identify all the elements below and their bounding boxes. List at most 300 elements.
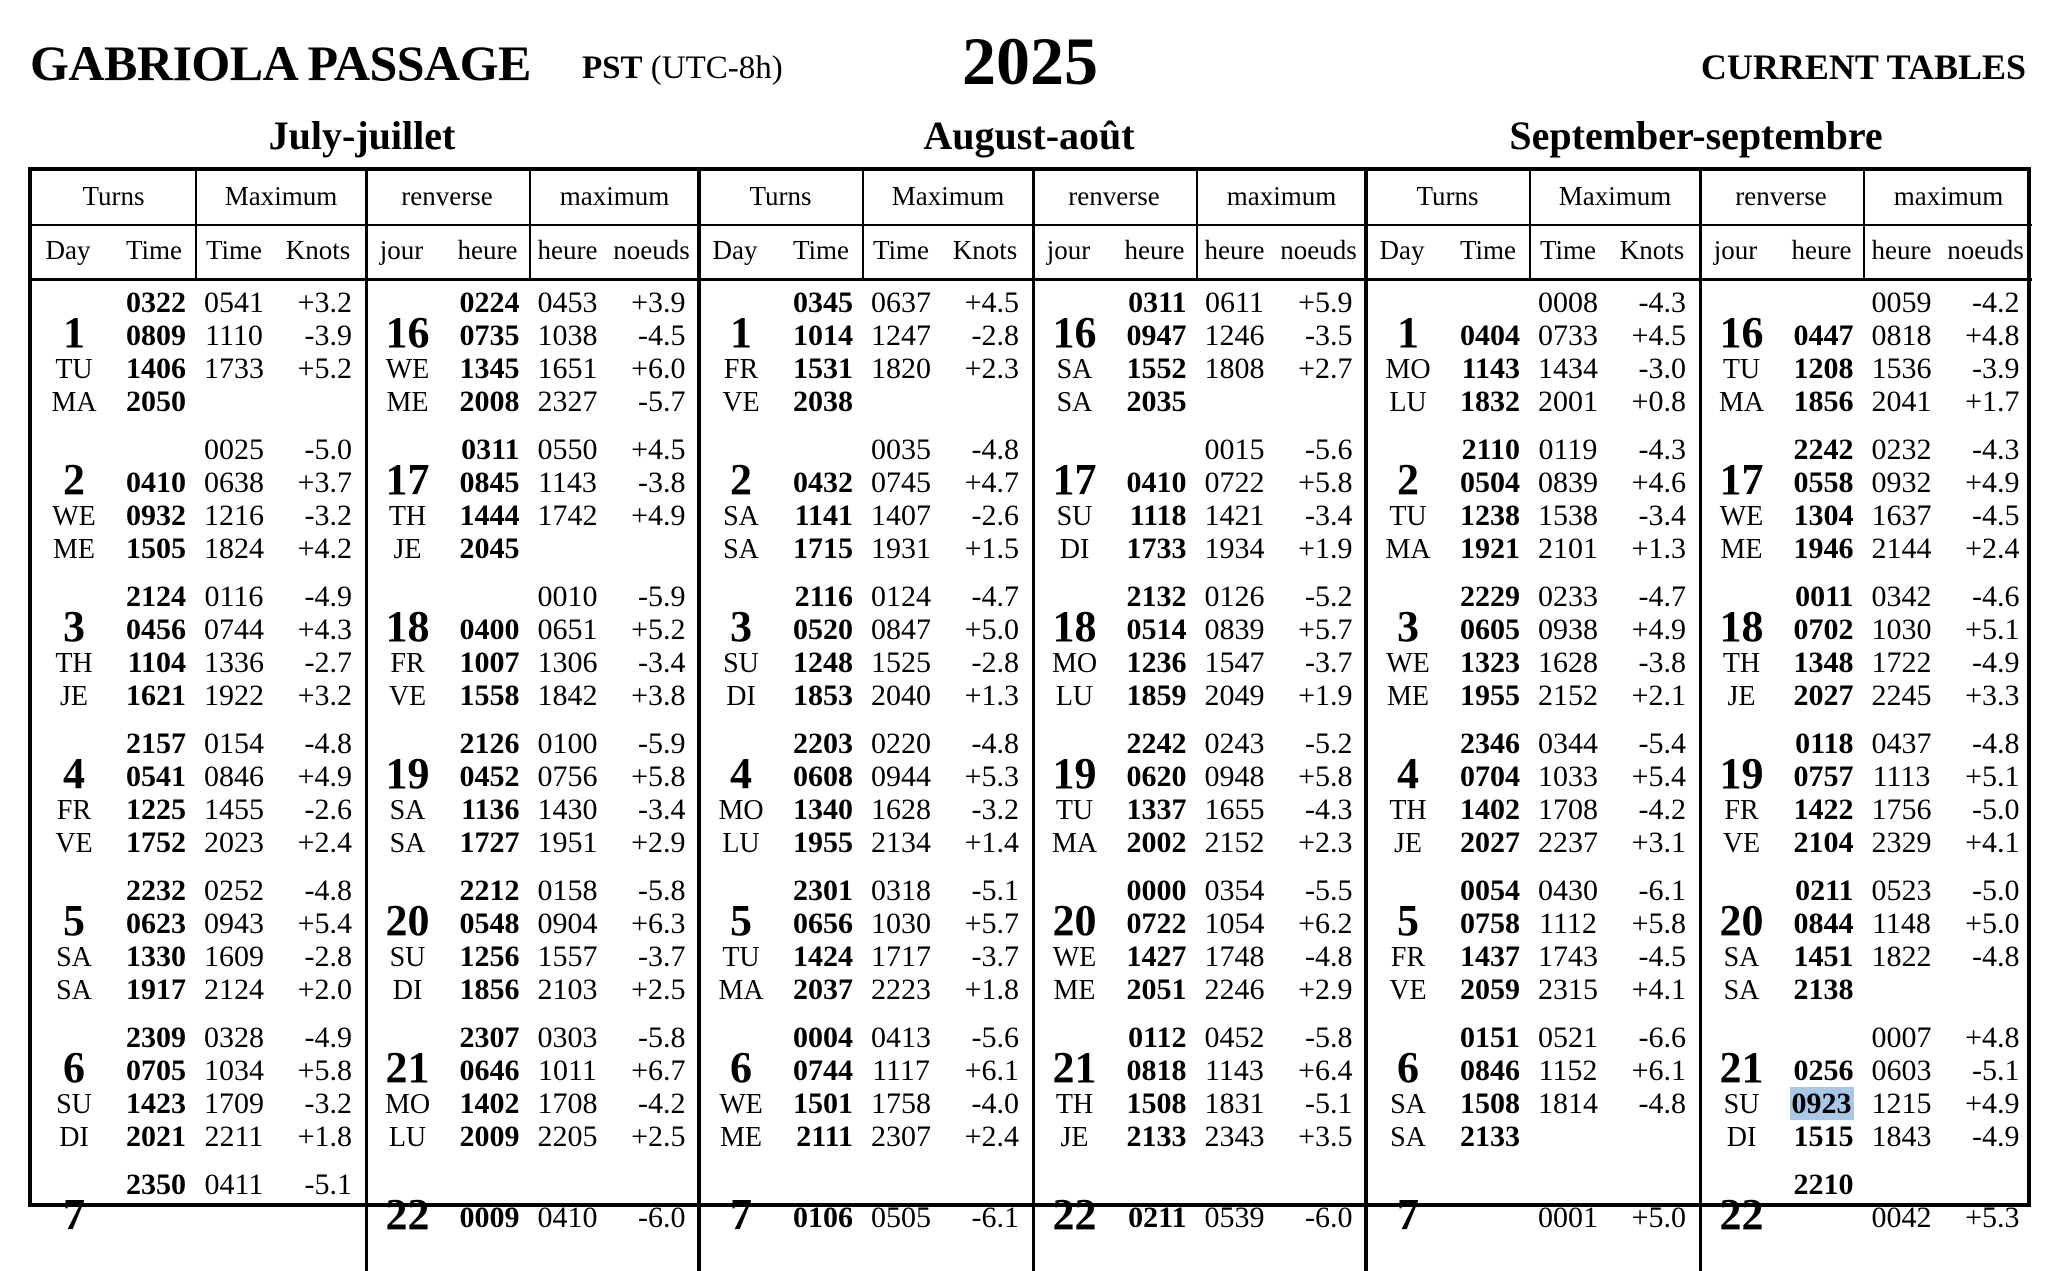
turn-time-value: 1330	[126, 940, 186, 973]
max-time: 0119	[1538, 433, 1598, 466]
turn-time	[428, 1087, 520, 1121]
max-knots: -3.7	[638, 940, 686, 973]
weekday-en: FR	[56, 795, 92, 826]
weekday-fr: DI	[392, 975, 423, 1006]
max-time: 0452	[1204, 1021, 1265, 1054]
turn-time	[1762, 727, 1854, 761]
max-knots: +4.2	[297, 532, 352, 565]
turn-time	[94, 319, 186, 353]
weekday-fr: MA	[51, 387, 97, 418]
turn-time-value: 1104	[127, 646, 186, 679]
weekday-en: WE	[1386, 648, 1430, 679]
turn-time-value: 0311	[461, 433, 520, 466]
max-time: 0411	[204, 1168, 264, 1201]
max-knots: +6.7	[631, 1054, 686, 1087]
turn-time-value: 2009	[459, 1120, 520, 1153]
weekday-en: SU	[389, 942, 426, 973]
turn-time	[1095, 286, 1187, 320]
max-time: 2124	[204, 973, 264, 1006]
day-number: 19	[1719, 748, 1764, 798]
turn-time	[1762, 679, 1854, 713]
turn-time	[1428, 646, 1520, 680]
max-time: 1628	[871, 793, 931, 826]
day-number: 21	[385, 1042, 430, 1092]
max-time: 2315	[1538, 973, 1598, 1006]
max-knots: +4.8	[1965, 319, 2020, 352]
turn-time-value: 0702	[1793, 613, 1854, 646]
half-divider	[365, 171, 368, 1271]
turn-time-value: 0608	[793, 760, 853, 793]
turn-time-value: 1955	[1460, 679, 1520, 712]
max-time: 0008	[1538, 286, 1598, 319]
column-header: renverse	[401, 181, 493, 211]
max-knots: +2.3	[1298, 826, 1353, 859]
max-knots: +2.4	[964, 1120, 1019, 1153]
max-time: 0651	[537, 613, 598, 646]
turn-time	[94, 826, 186, 860]
max-knots: +2.5	[631, 973, 686, 1006]
max-knots: -4.8	[1305, 940, 1353, 973]
turn-time-value: 2110	[1461, 433, 1520, 466]
max-knots: -4.8	[971, 433, 1019, 466]
turn-time	[1095, 319, 1187, 353]
turn-time	[1428, 433, 1520, 467]
turn-time-value: 1508	[1460, 1087, 1520, 1120]
turn-time-value: 0211	[1795, 874, 1854, 907]
turn-time	[1095, 760, 1187, 794]
weekday-fr: LU	[1389, 387, 1427, 418]
max-time: 0944	[871, 760, 931, 793]
turn-time	[428, 385, 520, 419]
weekday-en: MO	[384, 1089, 431, 1120]
weekday-fr: VE	[1389, 975, 1427, 1006]
column-subheader: Time	[1539, 235, 1597, 265]
day-number: 6	[1397, 1042, 1419, 1092]
turn-time	[428, 499, 520, 533]
max-time: 0637	[871, 286, 931, 319]
max-time: 1054	[1204, 907, 1265, 940]
turn-time-value: 1402	[459, 1087, 520, 1120]
turn-time-value: 2212	[459, 874, 520, 907]
max-time: 0025	[204, 433, 264, 466]
turn-time	[1762, 646, 1854, 680]
max-knots: -4.3	[1305, 793, 1353, 826]
max-time: 2023	[204, 826, 264, 859]
max-knots: +3.9	[631, 286, 686, 319]
max-time: 1651	[537, 352, 598, 385]
max-knots: +6.1	[964, 1054, 1019, 1087]
weekday-en: SA	[389, 795, 426, 826]
turn-time-value: 2008	[459, 385, 520, 418]
turn-time	[761, 793, 853, 827]
max-knots: +2.9	[1298, 973, 1353, 1006]
turn-time	[428, 727, 520, 761]
turn-time	[94, 874, 186, 908]
turn-time	[1762, 580, 1854, 614]
max-knots: -5.5	[1305, 874, 1353, 907]
turn-time-value: 0410	[126, 466, 186, 499]
max-knots: +5.3	[964, 760, 1019, 793]
turn-time	[94, 385, 186, 419]
max-knots: -5.8	[638, 874, 686, 907]
turn-time	[1428, 727, 1520, 761]
turn-time	[1428, 532, 1520, 566]
max-time: 2041	[1871, 385, 1932, 418]
max-knots: -6.0	[638, 1201, 686, 1234]
weekday-fr: JE	[1727, 681, 1756, 712]
max-knots: -3.4	[1638, 499, 1686, 532]
turn-time-value: 2132	[1126, 580, 1187, 613]
max-time: 1609	[204, 940, 264, 973]
turn-time-value: 1715	[793, 532, 853, 565]
turn-time-value: 0410	[1126, 466, 1187, 499]
max-time: 0318	[871, 874, 931, 907]
max-time: 0232	[1871, 433, 1932, 466]
turn-time-value: 0514	[1126, 613, 1187, 646]
max-time: 0243	[1204, 727, 1265, 760]
column-header: Maximum	[891, 181, 1005, 211]
month-title-september: September-septembre	[1509, 113, 1883, 158]
max-knots: -6.1	[1638, 874, 1686, 907]
max-knots: -6.1	[971, 1201, 1019, 1234]
turn-time-value: 0605	[1460, 613, 1520, 646]
max-time: 0521	[1538, 1021, 1598, 1054]
max-knots: -4.5	[1972, 499, 2020, 532]
max-knots: -4.0	[971, 1087, 1019, 1120]
turn-time-value: 2021	[126, 1120, 186, 1153]
weekday-en: TH	[1389, 795, 1427, 826]
day-number: 22	[385, 1189, 430, 1239]
turn-time-value: 0452	[459, 760, 520, 793]
turn-time	[1095, 907, 1187, 941]
turn-time-value: 2111	[796, 1120, 853, 1153]
turn-time	[428, 1201, 520, 1235]
weekday-fr: VE	[1722, 828, 1761, 859]
max-time: 0756	[537, 760, 598, 793]
max-knots: +5.2	[631, 613, 686, 646]
max-knots: +5.0	[964, 613, 1019, 646]
max-knots: -5.4	[1638, 727, 1686, 760]
turn-time	[1428, 973, 1520, 1007]
turn-time-value: 0620	[1126, 760, 1187, 793]
max-knots: -4.9	[304, 1021, 352, 1054]
turn-time-value: 0845	[459, 466, 520, 499]
day-number: 17	[1719, 454, 1764, 504]
max-knots: -3.2	[304, 499, 352, 532]
turn-time-value: 2232	[126, 874, 186, 907]
day-number: 7	[63, 1189, 85, 1239]
weekday-en: SA	[56, 942, 92, 973]
turn-time	[428, 826, 520, 860]
day-number: 19	[385, 748, 430, 798]
max-time: 2329	[1871, 826, 1932, 859]
weekday-fr: SA	[1723, 975, 1760, 1006]
turn-time-value: 1406	[126, 352, 186, 385]
max-time: 0733	[1538, 319, 1598, 352]
max-time: 0638	[204, 466, 264, 499]
weekday-en: FR	[723, 354, 759, 385]
weekday-en: SA	[723, 501, 759, 532]
max-time: 2246	[1204, 973, 1265, 1006]
day-number: 6	[730, 1042, 752, 1092]
max-time: 2327	[537, 385, 598, 418]
day-number: 20	[1052, 895, 1097, 945]
month-divider	[1364, 171, 1368, 1271]
max-time: 0126	[1204, 580, 1265, 613]
turn-time-value: 1208	[1793, 352, 1854, 385]
max-time: 1831	[1204, 1087, 1265, 1120]
day-number: 18	[1052, 601, 1097, 651]
weekday-en: SA	[1723, 942, 1760, 973]
day-number: 5	[63, 895, 85, 945]
max-time: 0233	[1538, 580, 1598, 613]
max-time: 0505	[871, 1201, 931, 1234]
turn-time	[761, 1054, 853, 1088]
weekday-fr: VE	[55, 828, 93, 859]
turn-time	[428, 466, 520, 500]
max-time: 1538	[1538, 499, 1598, 532]
turn-time	[94, 613, 186, 647]
turn-time	[428, 1120, 520, 1154]
max-time: 1306	[537, 646, 598, 679]
turn-time-value: 2002	[1126, 826, 1187, 859]
max-time: 1434	[1538, 352, 1598, 385]
turn-time-value: 1515	[1793, 1120, 1854, 1153]
weekday-fr: LU	[722, 828, 760, 859]
weekday-fr: SA	[1390, 1122, 1426, 1153]
max-time: 1247	[871, 319, 931, 352]
max-time: 1814	[1538, 1087, 1598, 1120]
weekday-en: TH	[55, 648, 93, 679]
max-time: 1843	[1871, 1120, 1932, 1153]
max-knots: +3.7	[297, 466, 352, 499]
max-time: 0839	[1538, 466, 1598, 499]
turn-time-value: 0932	[126, 499, 186, 532]
max-knots: -4.2	[1972, 286, 2020, 319]
turn-time	[1095, 727, 1187, 761]
turn-time	[428, 793, 520, 827]
turn-time-value: 2242	[1793, 433, 1854, 466]
turn-time	[1428, 613, 1520, 647]
weekday-fr: MA	[1718, 387, 1765, 418]
max-knots: +1.4	[964, 826, 1019, 859]
turn-time-value: 0704	[1460, 760, 1520, 793]
column-header: Turns	[749, 181, 812, 211]
weekday-fr: ME	[1387, 681, 1429, 712]
turn-time-value: 1531	[793, 352, 853, 385]
turn-time-value: 0520	[793, 613, 853, 646]
turn-time-value: 2350	[126, 1168, 186, 1201]
max-time: 0541	[204, 286, 264, 319]
max-time: 0342	[1871, 580, 1932, 613]
turn-time-value: 1427	[1126, 940, 1187, 973]
turn-time-value: 0404	[1460, 319, 1520, 352]
max-time: 0744	[204, 613, 264, 646]
max-knots: +6.0	[631, 352, 686, 385]
max-time: 1455	[204, 793, 264, 826]
turn-time	[761, 499, 853, 533]
turn-time	[1762, 874, 1854, 908]
max-knots: +5.8	[1298, 760, 1353, 793]
turn-time	[1762, 613, 1854, 647]
turn-time-value: 0646	[459, 1054, 520, 1087]
day-number: 7	[730, 1189, 752, 1239]
year-label: 2025	[962, 23, 1098, 99]
turn-time	[94, 727, 186, 761]
weekday-en: FR	[1724, 795, 1759, 826]
weekday-fr: SA	[56, 975, 92, 1006]
max-knots: -4.9	[304, 580, 352, 613]
turn-time-value: 0744	[793, 1054, 853, 1087]
day-number: 4	[1397, 748, 1419, 798]
max-knots: +3.3	[1965, 679, 2020, 712]
weekday-en: SA	[1056, 354, 1093, 385]
max-knots: -4.6	[1972, 580, 2020, 613]
turn-time	[428, 646, 520, 680]
turn-time	[94, 466, 186, 500]
current-table	[28, 167, 2031, 1239]
max-knots: +1.5	[964, 532, 1019, 565]
turn-time-value: 2229	[1460, 580, 1520, 613]
turn-time-value: 0211	[1128, 1201, 1187, 1234]
max-knots: -3.7	[1305, 646, 1353, 679]
day-number: 17	[385, 454, 430, 504]
column-header: maximum	[559, 181, 670, 211]
turn-time	[94, 1087, 186, 1121]
max-knots: -3.2	[304, 1087, 352, 1120]
max-knots: +3.1	[1631, 826, 1686, 859]
column-header: Turns	[82, 181, 145, 211]
max-time: 0938	[1538, 613, 1598, 646]
weekday-fr: JE	[60, 681, 88, 712]
turn-time-value: 2045	[459, 532, 520, 565]
max-knots: +4.3	[297, 613, 352, 646]
max-knots: -3.4	[638, 793, 686, 826]
turn-time	[1428, 580, 1520, 614]
turn-time	[428, 907, 520, 941]
turn-time-value: 2309	[126, 1021, 186, 1054]
weekday-en: TU	[722, 942, 760, 973]
column-subheader: Knots	[1619, 235, 1685, 265]
weekday-fr: ME	[386, 387, 429, 418]
turn-time	[761, 940, 853, 974]
max-time: 1038	[537, 319, 598, 352]
turn-time	[1762, 793, 1854, 827]
column-header: renverse	[1735, 181, 1827, 211]
max-time: 1525	[871, 646, 931, 679]
max-knots: +2.0	[297, 973, 352, 1006]
turn-time	[1095, 1120, 1187, 1154]
turn-time	[761, 973, 853, 1007]
max-knots: -2.8	[304, 940, 352, 973]
max-time: 0158	[537, 874, 598, 907]
max-knots: +3.2	[297, 679, 352, 712]
max-knots: +2.4	[297, 826, 352, 859]
column-subheader: noeuds	[1947, 235, 2024, 265]
column-subheader: heure	[1204, 235, 1265, 265]
max-knots: -5.1	[1305, 1087, 1353, 1120]
max-time: 1117	[872, 1054, 930, 1087]
column-subheader: noeuds	[1280, 235, 1357, 265]
max-time: 1216	[204, 499, 264, 532]
turn-time	[761, 352, 853, 386]
turn-time-value: 1304	[1793, 499, 1854, 532]
turn-time	[1095, 352, 1187, 386]
turn-time-value: 0118	[1795, 727, 1854, 760]
max-knots: +0.8	[1631, 385, 1686, 418]
column-subheader: Time	[125, 235, 183, 265]
max-time: 0839	[1204, 613, 1265, 646]
turn-time-value: 2307	[459, 1021, 520, 1054]
max-time: 1655	[1204, 793, 1265, 826]
max-knots: -2.8	[971, 646, 1019, 679]
turn-time	[1762, 1087, 1854, 1121]
max-knots: -5.1	[971, 874, 1019, 907]
turn-time	[761, 613, 853, 647]
max-knots: -4.9	[1972, 646, 2020, 679]
turn-time-value: 1921	[1460, 532, 1520, 565]
turn-time	[1428, 466, 1520, 500]
max-time: 1822	[1871, 940, 1932, 973]
turn-time-value: 2126	[459, 727, 520, 760]
column-header: Turns	[1416, 181, 1479, 211]
max-time: 1215	[1871, 1087, 1932, 1120]
turn-time-value: 0112	[1128, 1021, 1187, 1054]
turn-time-value: 0722	[1126, 907, 1187, 940]
max-time: 0001	[1538, 1201, 1598, 1234]
turn-time	[1428, 907, 1520, 941]
station-title: GABRIOLA PASSAGE	[30, 35, 531, 91]
max-knots: +4.8	[1965, 1021, 2020, 1054]
max-knots: -3.7	[971, 940, 1019, 973]
turn-time	[94, 907, 186, 941]
max-time: 2144	[1871, 532, 1932, 565]
turn-time	[94, 940, 186, 974]
turn-time-value: 1118	[1129, 499, 1187, 532]
max-knots: -4.2	[1638, 793, 1686, 826]
turn-time-value: 1558	[459, 679, 520, 712]
weekday-fr: SA	[389, 828, 426, 859]
turn-time	[1428, 940, 1520, 974]
weekday-fr: DI	[726, 681, 756, 712]
turn-time	[1762, 385, 1854, 419]
max-time: 0354	[1204, 874, 1265, 907]
turn-time-value: 0947	[1126, 319, 1187, 352]
column-subheader: noeuds	[613, 235, 690, 265]
turn-time	[428, 1021, 520, 1055]
max-knots: -3.8	[1638, 646, 1686, 679]
max-time: 1637	[1871, 499, 1932, 532]
max-knots: +6.4	[1298, 1054, 1353, 1087]
weekday-en: TH	[1722, 648, 1761, 679]
column-subheader: Day	[1379, 235, 1425, 265]
max-knots: -6.0	[1305, 1201, 1353, 1234]
weekday-en: TU	[1389, 501, 1427, 532]
turn-time-value: 1014	[793, 319, 853, 352]
max-time: 1758	[871, 1087, 931, 1120]
max-knots: -4.7	[971, 580, 1019, 613]
max-knots: -4.5	[638, 319, 686, 352]
max-time: 1742	[537, 499, 598, 532]
turn-time-value: 1859	[1126, 679, 1187, 712]
turn-time-value: 0009	[459, 1201, 520, 1234]
max-time: 2101	[1538, 532, 1598, 565]
max-knots: +1.3	[964, 679, 1019, 712]
max-time: 2134	[871, 826, 931, 859]
day-number: 17	[1052, 454, 1097, 504]
max-time: 2040	[871, 679, 931, 712]
weekday-fr: DI	[1726, 1122, 1757, 1153]
